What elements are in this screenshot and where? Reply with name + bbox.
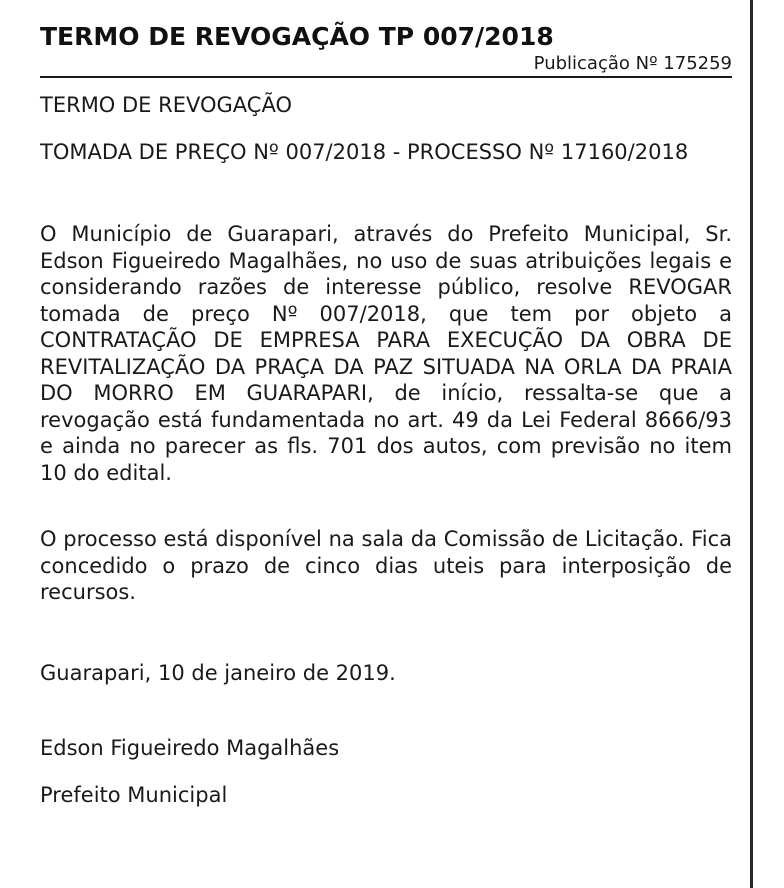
notice-body-paragraph: O Município de Guarapari, através do Prefeito Municipal, Sr. Edson Figueiredo Magalhães, no uso de suas atribuições legais e considerando razões de interesse público, resolve REVOGAR tomada de preço Nº 007/2018, que tem por objeto a CONTRATAÇÃO DE EMPRESA PARA EXECUÇÃO DA OBRA DE REVITALIZAÇÃO DA PRAÇA DA PAZ SITUADA NA ORLA DA PRAIA DO MORRO EM GUARAPARI, de início, ressalta-se que a revogação está fundamentada no art. 49 da Lei Federal 8666/93 e ainda no parecer as fls. 701 dos autos, com previsão no item 10 do edital. <box>40 222 732 485</box>
page-border-right <box>750 0 753 888</box>
publication-number: Publicação Nº 175259 <box>533 53 732 74</box>
signer-name: Edson Figueiredo Magalhães <box>40 736 340 760</box>
signer-role: Prefeito Municipal <box>40 783 228 807</box>
place-date: Guarapari, 10 de janeiro de 2019. <box>40 661 396 685</box>
notice-process-paragraph: O processo está disponível na sala da Comissão de Licitação. Fica concedido o prazo de cinco dias uteis para interposição de recursos. <box>40 527 732 604</box>
title-divider <box>40 76 732 78</box>
notice-title: TERMO DE REVOGAÇÃO TP 007/2018 <box>40 22 554 51</box>
notice-subject: TOMADA DE PREÇO Nº 007/2018 - PROCESSO Nº 17160/2018 <box>40 140 689 164</box>
notice-heading: TERMO DE REVOGAÇÃO <box>40 93 292 117</box>
